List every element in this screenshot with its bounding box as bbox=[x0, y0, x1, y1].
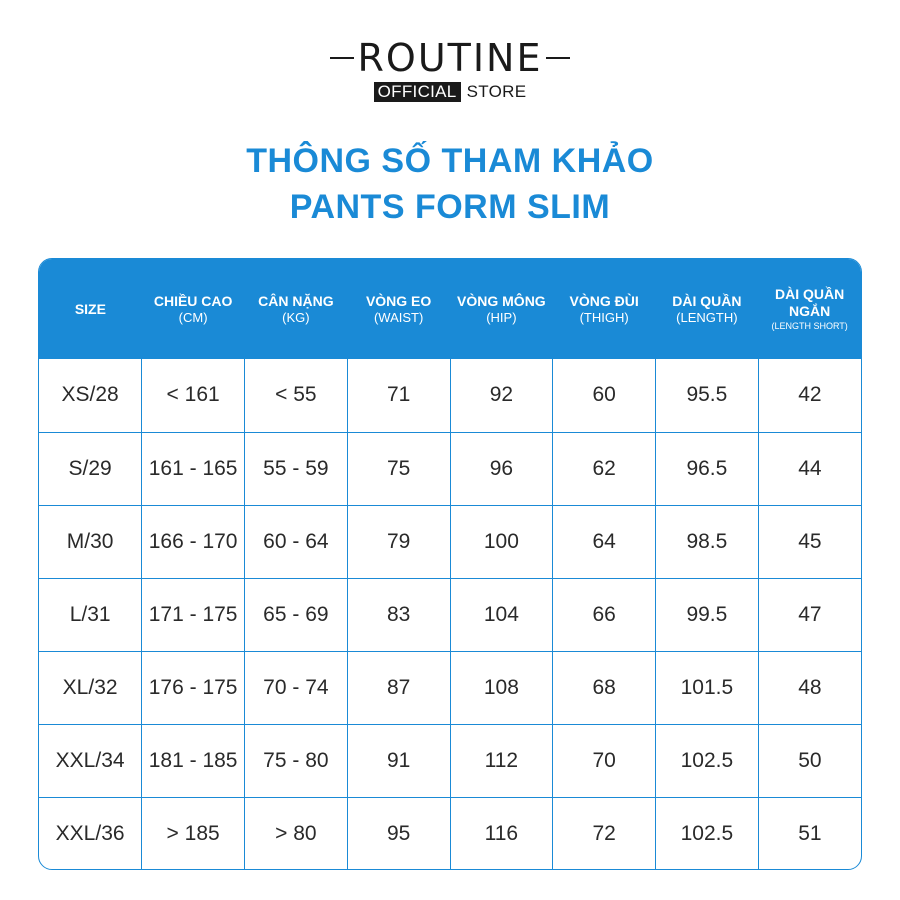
cell-length: 99.5 bbox=[656, 578, 759, 651]
page-title bbox=[0, 138, 900, 230]
cell-weight: 60 - 64 bbox=[245, 505, 348, 578]
brand-store-label: STORE bbox=[466, 82, 527, 101]
logo-line-right bbox=[546, 57, 570, 59]
cell-waist: 75 bbox=[347, 432, 450, 505]
cell-weight: 55 - 59 bbox=[245, 432, 348, 505]
header-hip bbox=[450, 259, 553, 359]
cell-weight: 75 - 80 bbox=[245, 724, 348, 797]
header-label: DÀI QUẦN bbox=[672, 292, 742, 309]
table-row bbox=[39, 578, 861, 651]
cell-height: 166 - 170 bbox=[142, 505, 245, 578]
header-height bbox=[142, 259, 245, 359]
cell-weight: > 80 bbox=[245, 797, 348, 870]
cell-hip: 104 bbox=[450, 578, 553, 651]
table-row bbox=[39, 359, 861, 432]
header-sublabel: (KG) bbox=[282, 309, 310, 325]
cell-thigh: 70 bbox=[553, 724, 656, 797]
title-line-1: THÔNG SỐ THAM KHẢO bbox=[246, 142, 654, 180]
header-label: DÀI QUẦN NGẮN bbox=[775, 286, 845, 319]
cell-length: 102.5 bbox=[656, 797, 759, 870]
table-header-row bbox=[39, 259, 861, 359]
header-waist bbox=[347, 259, 450, 359]
cell-weight: 65 - 69 bbox=[245, 578, 348, 651]
header-label: CÂN NẶNG bbox=[258, 292, 334, 309]
cell-length-short: 51 bbox=[798, 821, 822, 845]
cell-thigh: 60 bbox=[553, 359, 656, 432]
header-label: VÒNG MÔNG bbox=[457, 292, 546, 309]
cell-length-short: 48 bbox=[758, 651, 861, 724]
cell-height: 171 - 175 bbox=[142, 578, 245, 651]
cell-size: XXL/34 bbox=[39, 724, 142, 797]
cell-length-short: 50 bbox=[758, 724, 861, 797]
brand-wordmark: ROUTINE bbox=[357, 36, 543, 80]
cell-length-short: 44 bbox=[758, 432, 861, 505]
header-length-short bbox=[758, 259, 861, 359]
cell-thigh: 62 bbox=[553, 432, 656, 505]
logo-line-left bbox=[330, 57, 354, 59]
cell-length: 96.5 bbox=[656, 432, 759, 505]
cell-length: 101.5 bbox=[656, 651, 759, 724]
brand-subline bbox=[0, 82, 900, 102]
cell-size: S/29 bbox=[39, 432, 142, 505]
header-sublabel: (CM) bbox=[178, 309, 208, 325]
header-size bbox=[39, 259, 142, 359]
cell-height: 176 - 175 bbox=[142, 651, 245, 724]
table-row bbox=[39, 797, 861, 870]
cell-length-short: 45 bbox=[758, 505, 861, 578]
cell-length: 102.5 bbox=[656, 724, 759, 797]
header-thigh bbox=[553, 259, 656, 359]
cell-waist: 91 bbox=[347, 724, 450, 797]
cell-size: XS/28 bbox=[39, 359, 142, 432]
cell-thigh: 64 bbox=[553, 505, 656, 578]
cell-height: < 161 bbox=[142, 359, 245, 432]
cell-waist: 71 bbox=[347, 359, 450, 432]
cell-thigh: 68 bbox=[553, 651, 656, 724]
header-sublabel: (THIGH) bbox=[579, 309, 629, 325]
cell-length-short: 47 bbox=[758, 578, 861, 651]
cell-thigh: 66 bbox=[553, 578, 656, 651]
header-label: VÒNG EO bbox=[365, 292, 432, 309]
brand-logo bbox=[0, 36, 900, 102]
table-row bbox=[39, 432, 861, 505]
header-sublabel: (WAIST) bbox=[373, 309, 424, 325]
table-row bbox=[39, 651, 861, 724]
cell-hip: 96 bbox=[450, 432, 553, 505]
cell-thigh: 72 bbox=[553, 797, 656, 870]
cell-length: 98.5 bbox=[656, 505, 759, 578]
cell-hip: 116 bbox=[450, 797, 553, 870]
cell-length-short: 42 bbox=[758, 359, 861, 432]
cell-length: 95.5 bbox=[656, 359, 759, 432]
cell-hip: 112 bbox=[450, 724, 553, 797]
size-table bbox=[39, 259, 861, 870]
header-label: VÒNG ĐÙI bbox=[569, 292, 639, 309]
cell-weight: < 55 bbox=[245, 359, 348, 432]
cell-waist: 95 bbox=[347, 797, 450, 870]
title-line-2: PANTS FORM SLIM bbox=[289, 188, 611, 226]
cell-height: 181 - 185 bbox=[142, 724, 245, 797]
cell-hip: 100 bbox=[450, 505, 553, 578]
cell-height: > 185 bbox=[142, 797, 245, 870]
cell-size: M/30 bbox=[39, 505, 142, 578]
header-label: CHIỀU CAO bbox=[153, 292, 233, 309]
cell-size: L/31 bbox=[39, 578, 142, 651]
header-sublabel: (LENGTH SHORT) bbox=[771, 321, 848, 331]
cell-size: XL/32 bbox=[39, 651, 142, 724]
cell-size: XXL/36 bbox=[39, 797, 142, 870]
table-row bbox=[39, 724, 861, 797]
header-sublabel: (LENGTH) bbox=[676, 309, 738, 325]
cell-weight: 70 - 74 bbox=[245, 651, 348, 724]
size-table-container bbox=[38, 258, 862, 870]
cell-hip: 92 bbox=[450, 359, 553, 432]
cell-hip: 108 bbox=[450, 651, 553, 724]
cell-height: 161 - 165 bbox=[142, 432, 245, 505]
cell-waist: 87 bbox=[347, 651, 450, 724]
cell-waist: 79 bbox=[347, 505, 450, 578]
header-length bbox=[656, 259, 759, 359]
brand-wordmark-wrap bbox=[330, 36, 571, 80]
brand-official-badge: OFFICIAL bbox=[374, 82, 461, 102]
table-row bbox=[39, 505, 861, 578]
header-weight bbox=[245, 259, 348, 359]
cell-waist: 83 bbox=[347, 578, 450, 651]
header-label: SIZE bbox=[74, 300, 106, 317]
header-sublabel: (HIP) bbox=[486, 309, 517, 325]
